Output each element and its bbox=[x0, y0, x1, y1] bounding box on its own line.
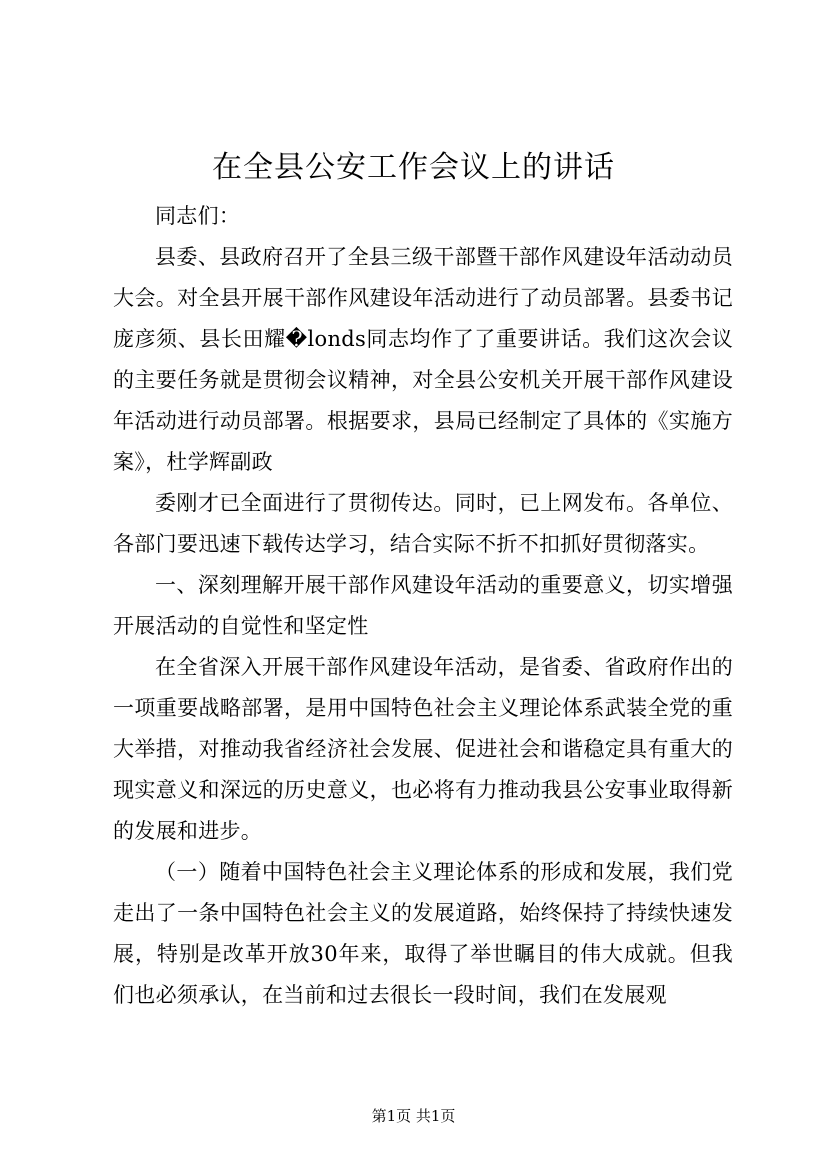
body-paragraph: 县委、县政府召开了全县三级干部暨干部作风建设年活动动员大会。对全县开展干部作风建设年活动进行了动员部署。县委书记庞彦须、县长田耀�londs同志均作了了重要讲话。我们这次会议的主要任务就是贯彻会议精神，对全县公安机关开展干部作风建设年活动进行动员部署。根据要求，县局已经制定了具体的《实施方案》，杜学辉副政 bbox=[113, 245, 733, 474]
body-paragraph: 委刚才已全面进行了贯彻传达。同时，已上网发布。各单位、各部门要迅速下载传达学习，结合实际不折不扣抓好贯彻落实。 bbox=[113, 491, 733, 556]
document-body bbox=[113, 196, 733, 1016]
body-paragraph: （一）随着中国特色社会主义理论体系的形成和发展，我们党走出了一条中国特色社会主义的发展道路，始终保持了持续快速发展，特别是改革开放30年来，取得了举世瞩目的伟大成就。但我们也必须承认，在当前和过去很长一段时间，我们在发展观 bbox=[113, 860, 733, 1007]
page-footer: 第1页 共1页 bbox=[371, 1107, 456, 1125]
section-heading: 一、深刻理解开展干部作风建设年活动的重要意义，切实增强开展活动的自觉性和坚定性 bbox=[113, 573, 733, 638]
document-title: 在全县公安工作会议上的讲话 bbox=[212, 150, 615, 185]
body-paragraph: 在全省深入开展干部作风建设年活动，是省委、省政府作出的一项重要战略部署，是用中国特色社会主义理论体系武装全党的重大举措，对推动我省经济社会发展、促进社会和谐稳定具有重大的现实意义和深远的历史意义，也必将有力推动我县公安事业取得新的发展和进步。 bbox=[113, 655, 733, 843]
salutation: 同志们： bbox=[155, 204, 241, 228]
